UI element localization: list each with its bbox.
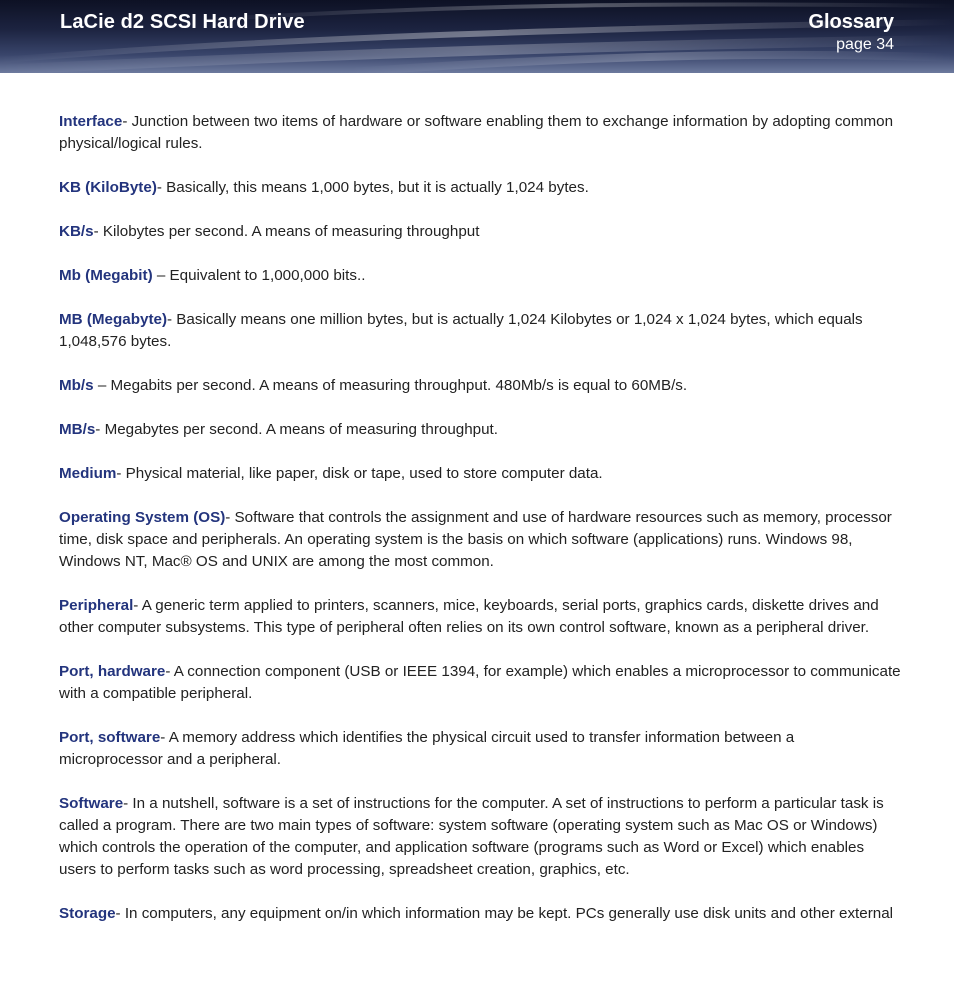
section-title: Glossary <box>808 11 894 33</box>
glossary-definition: – Megabits per second. A means of measuring throughput. 480Mb/s is equal to 60MB/s. <box>93 377 688 394</box>
glossary-definition: - Physical material, like paper, disk or tape, used to store computer data. <box>116 465 603 482</box>
glossary-term: KB/s <box>59 223 94 240</box>
glossary-definition: - A generic term applied to printers, scanners, mice, keyboards, serial ports, graphics cards, diskette drives and other computer subsystems. This type of peripheral often relies on its own control software, known as a peripheral driver. <box>59 597 879 636</box>
glossary-term: MB/s <box>59 421 96 438</box>
glossary-entry <box>59 507 901 573</box>
page-header <box>0 0 954 73</box>
glossary-term: Interface <box>59 113 123 130</box>
glossary-term: Storage <box>59 905 116 922</box>
glossary-definition: - Junction between two items of hardware or software enabling them to exchange information by adopting common physical/logical rules. <box>59 113 894 152</box>
glossary-definition: - Basically, this means 1,000 bytes, but it is actually 1,024 bytes. <box>156 179 589 196</box>
glossary-entry <box>59 903 901 925</box>
glossary-term: Medium <box>59 465 117 482</box>
glossary-entry <box>59 463 901 485</box>
glossary-term: Operating System (OS) <box>59 509 226 526</box>
glossary-definition: - Basically means one million bytes, but is actually 1,024 Kilobytes or 1,024 x 1,024 bytes, which equals 1,048,576 bytes. <box>59 311 863 350</box>
glossary-entry <box>59 375 901 397</box>
document-title: LaCie d2 SCSI Hard Drive <box>60 11 305 33</box>
glossary-definition: - A memory address which identifies the physical circuit used to transfer information between a microprocessor and a peripheral. <box>59 729 795 768</box>
glossary-entry <box>59 265 901 287</box>
glossary-entry <box>59 727 901 771</box>
glossary-term: Software <box>59 795 124 812</box>
glossary-definition: - Software that controls the assignment and use of hardware resources such as memory, processor time, disk space and peripherals. An operating system is the basis on which software (applications) runs. Windows 98, Windows NT, Mac® OS and UNIX are among the most common. <box>59 509 892 570</box>
glossary-term: KB (KiloByte) <box>59 179 157 196</box>
glossary-entry <box>59 309 901 353</box>
glossary-term: Peripheral <box>59 597 134 614</box>
glossary-term: MB (Megabyte) <box>59 311 168 328</box>
glossary-entry <box>59 177 901 199</box>
glossary-term: Port, hardware <box>59 663 166 680</box>
glossary-entry <box>59 419 901 441</box>
glossary-entry <box>59 793 901 881</box>
glossary-definition: - In a nutshell, software is a set of instructions for the computer. A set of instructions to perform a particular task is called a program. There are two main types of software: system software (operating system such as Mac OS or Windows) which controls the operation of the computer, and application software (programs such as Word or Excel) which enables users to perform tasks such as word processing, spreadsheet creation, graphics, etc. <box>59 795 884 878</box>
glossary-entry <box>59 595 901 639</box>
glossary-list <box>59 111 901 947</box>
glossary-term: Mb/s <box>59 377 94 394</box>
glossary-definition: - Kilobytes per second. A means of measuring throughput <box>93 223 480 240</box>
page-number: page 34 <box>836 36 894 53</box>
glossary-definition: - In computers, any equipment on/in which information may be kept. PCs generally use disk units and other external <box>115 905 894 922</box>
glossary-entry <box>59 111 901 155</box>
glossary-definition: - A connection component (USB or IEEE 1394, for example) which enables a microprocessor to communicate with a compatible peripheral. <box>59 663 901 702</box>
glossary-term: Port, software <box>59 729 161 746</box>
glossary-definition: - Megabytes per second. A means of measuring throughput. <box>95 421 499 438</box>
glossary-term: Mb (Megabit) <box>59 267 153 284</box>
glossary-entry <box>59 221 901 243</box>
glossary-definition: – Equivalent to 1,000,000 bits.. <box>152 267 366 284</box>
glossary-entry <box>59 661 901 705</box>
